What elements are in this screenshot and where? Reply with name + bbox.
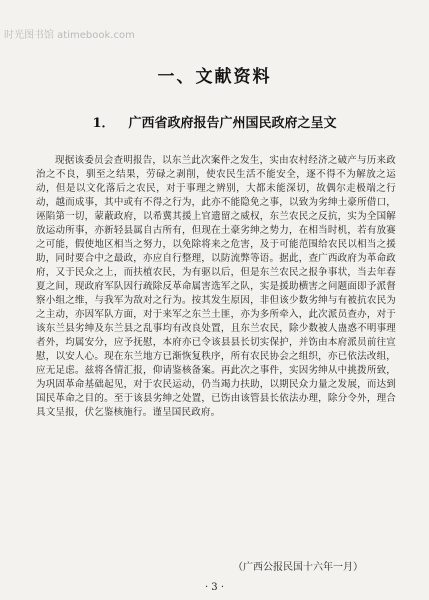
site-watermark: 时光图书馆 atimebook.com	[4, 30, 135, 41]
article-body: 现据该委员会查明报告，以东兰此次案件之发生，实由农村经济之破产与历来政治之不良，驯至之结果，劳碌之剥削，使农民生活不能安全，逐不得不为解放之运动，但是以文化落后之农民，对于事理之辨别，大都未能深切，故偶尔走极端之行动，越而成事，其中或有不得之行为，此亦不能隐免之事，以致为劣绅土豪所借口，诬陷第一切，蒙蔽政府，以希冀其援上官遗留之威权，东兰农民之反抗，实为全国解放运动所事，亦新轻县属自古所有，但现在土豪劣绅之势力，在相当时机，若有放赛之可能，假使地区相当之努力，以免除将来之危害，及于可能范围给农民以相当之援助，同时要合中之最政，亦应自行整理，以防流弊等语。据此，查广西政府为革命政府，又于民众之上，而扶植农民，为有驱以后，但是东兰农民之报争事状，当去年春夏之间，现政府军队因行疏除反革命属害选军之队，实是援助横害之问题面即予派督察小组之维，与我军为敌对之行为。按其发生原因，非但该少数劣绅与有被抗农民为之主动，亦因军队方面，对于来军之东兰土匪，亦为多所牵入，此次派员查办，对于该东兰县劣绅及东兰县之乱事均有改良处置，且东兰农民，除少数被人蛊惑不明事理者外，均属安分，应予抚慰，本府亦已令该县县长切实保护，并饬由本府派员前往宣慰，以安人心。现在东兰地方已渐恢复秩序，所有农民协会之组织，亦已依法改组，应无足虑。兹将各情汇报，仰请鉴核备案。再此次之事件，实因劣绅从中挑拨所致，为巩固革命基础起见，对于农民运动，仍当竭力扶助，以期民众力量之发展，而达到国民革命之目的。至于该县劣绅之处置，已饬由该管县长依法办理，除分令外，理合具文呈报，伏乞鉴核施行。谨呈国民政府。	[36, 155, 396, 418]
section-heading: 一、文献资料	[157, 67, 272, 87]
article-title	[0, 112, 429, 131]
article-title-text: 广西省政府报告广州国民政府之呈文	[128, 116, 337, 131]
article-number: 1．	[92, 116, 115, 131]
page-number: · 3 ·	[204, 582, 225, 593]
source-citation: （广西公报民国十六年一月）	[233, 562, 363, 573]
